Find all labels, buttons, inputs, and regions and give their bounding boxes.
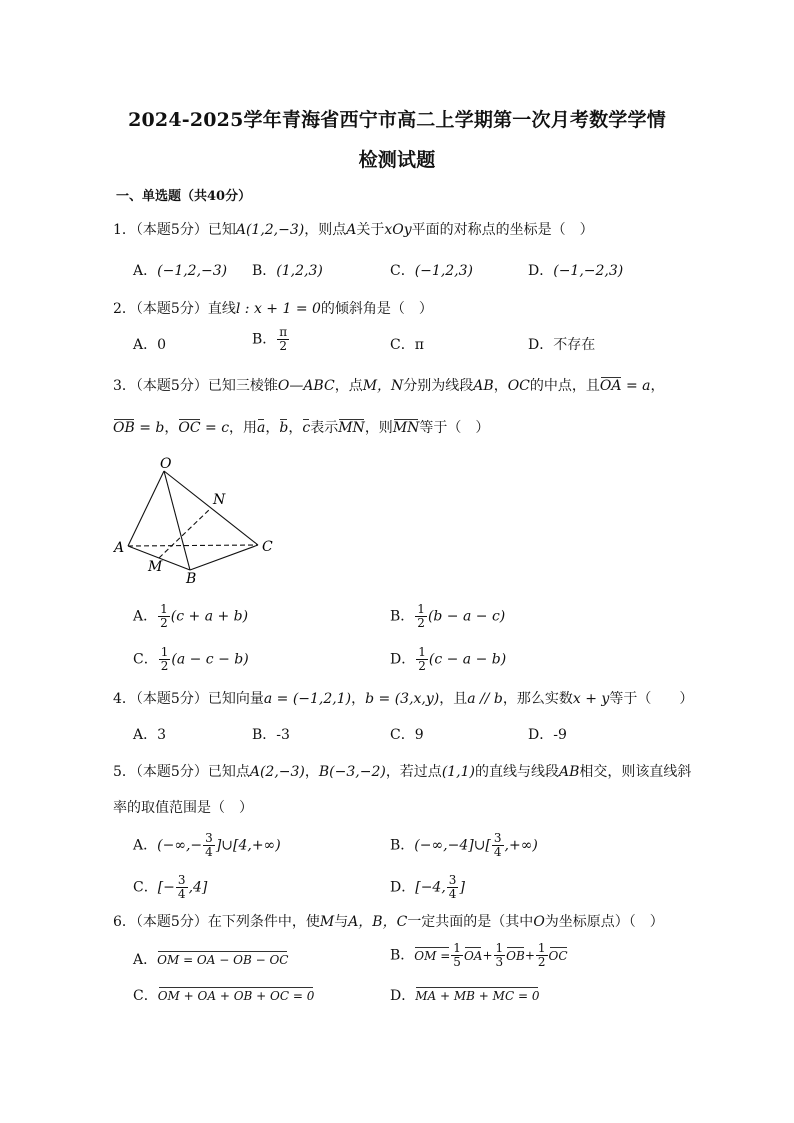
vector-oc: OC: [178, 420, 201, 436]
option-letter: D．: [390, 988, 416, 1004]
q3-text: ，点: [334, 378, 363, 394]
label-o: O: [160, 456, 172, 472]
option-letter: A．: [133, 952, 158, 968]
question-meta: （本题5分）: [135, 222, 208, 238]
fraction-numerator: 3: [205, 831, 213, 845]
q1-text: 平面的对称点的坐标是（ ）: [411, 222, 594, 238]
fraction-numerator: 3: [177, 873, 186, 887]
fraction: [277, 326, 289, 353]
interval-post: ,+∞): [504, 837, 538, 854]
fraction: [451, 942, 463, 969]
question-1: [113, 220, 594, 240]
question-number: 6．: [113, 914, 136, 930]
exam-title-line2: 检测试题: [358, 149, 436, 171]
option-letter: B．: [390, 947, 415, 964]
edge-oa: [128, 471, 164, 546]
option-value: -9: [553, 727, 567, 743]
fraction: [536, 942, 548, 969]
interval-pre: [−: [157, 879, 175, 896]
option-letter: C．: [133, 879, 158, 896]
option-letter: D．: [528, 263, 554, 279]
option-letter: B．: [252, 263, 277, 279]
interval-post: ,4]: [188, 879, 208, 896]
line-equation: l : x + 1 = 0: [235, 301, 321, 317]
q6-text: 为坐标原点）（ ）: [544, 914, 664, 930]
vector-b-def: b = (3,x,y): [365, 691, 440, 707]
interval-pre: [−4,: [415, 879, 446, 896]
option-expression: (b − a − c): [427, 608, 506, 625]
option-value: (−1,2,3): [414, 263, 473, 279]
option-letter: D．: [528, 727, 554, 743]
pyramid-figure: [112, 455, 282, 585]
q5-text: ，: [304, 764, 319, 780]
question-number: 3．: [113, 378, 136, 394]
fraction-denominator: 4: [493, 845, 502, 859]
option-value: (1,2,3): [276, 263, 323, 279]
option-expression: MA + MB + MC = 0: [415, 986, 539, 1006]
fraction-numerator: π: [279, 325, 288, 339]
q2-option-a[interactable]: [133, 335, 166, 355]
option-letter: A．: [133, 608, 158, 625]
option-letter: C．: [390, 337, 415, 353]
question-meta: （本题5分）: [135, 301, 208, 317]
q1-option-d[interactable]: [528, 261, 623, 281]
fraction-denominator: 2: [279, 339, 288, 353]
vector-term: OC: [549, 946, 568, 966]
label-n: N: [213, 492, 226, 508]
q3-option-d[interactable]: [390, 646, 506, 673]
q2-option-b[interactable]: [252, 326, 290, 353]
q1-text: 已知: [207, 222, 236, 238]
q4-text: 已知向量: [207, 691, 264, 707]
point-label: A: [346, 222, 357, 238]
fraction-denominator: 4: [205, 845, 213, 859]
option-expression: (a − c − b): [171, 651, 249, 668]
q4-option-b[interactable]: [252, 725, 290, 745]
q5-text: ，若过点: [385, 764, 442, 780]
q5-option-c[interactable]: [133, 874, 207, 901]
question-number: 4．: [113, 691, 136, 707]
option-value: 不存在: [553, 337, 596, 353]
fraction-denominator: 2: [418, 659, 426, 673]
vector-c: c: [302, 420, 311, 436]
q4-option-a[interactable]: [133, 725, 166, 745]
vector-mn: MN: [338, 420, 365, 436]
label-m: M: [148, 559, 163, 575]
vector-oa: OA: [599, 378, 622, 394]
option-value: 9: [414, 727, 424, 743]
q1-text: 关于: [356, 222, 385, 238]
fraction: [158, 603, 170, 630]
segment-label: AB: [473, 378, 494, 394]
option-letter: B．: [390, 837, 415, 854]
option-letter: B．: [390, 608, 415, 625]
vector-term: OA: [464, 946, 483, 966]
exam-title-line1: 2024-2025学年青海省西宁市高二上学期第一次月考数学学情: [128, 109, 666, 131]
point-p: (1,1): [441, 764, 476, 780]
option-letter: D．: [390, 651, 416, 668]
q3-text: ，用: [229, 420, 258, 436]
point-m: M: [319, 914, 335, 930]
q1-option-c[interactable]: [390, 261, 473, 281]
q3-text: ，: [164, 420, 179, 436]
option-letter: A．: [133, 837, 158, 854]
option-value: 3: [157, 727, 167, 743]
fraction-numerator: 3: [448, 873, 457, 887]
option-value: π: [414, 337, 424, 353]
segment-label: AB: [559, 764, 580, 780]
option-value: (−1,2,−3): [157, 263, 228, 279]
question-number: 2．: [113, 301, 136, 317]
vector-a-def: a = (−1,2,1): [263, 691, 352, 707]
fraction: [415, 603, 427, 630]
q4-text: 等于（ ）: [609, 691, 694, 707]
option-letter: C．: [390, 263, 415, 279]
point-a: A(2,−3): [249, 764, 305, 780]
fraction-numerator: 1: [537, 941, 546, 955]
fraction-numerator: 3: [493, 831, 502, 845]
point-o: O: [533, 914, 545, 930]
option-letter: C．: [390, 727, 415, 743]
q3-option-b[interactable]: [390, 603, 505, 630]
q6-text: 在下列条件中，使: [207, 914, 320, 930]
points-label: M，N: [362, 378, 404, 394]
label-c: C: [262, 539, 273, 555]
q3-text: 的中点，且: [529, 378, 600, 394]
q4-text: ，且: [439, 691, 468, 707]
q4-text: ，那么实数: [502, 691, 573, 707]
q2-text: 直线: [207, 301, 236, 317]
vector-eq: = a: [621, 378, 651, 394]
q6-text: 一定共面的是（其中: [407, 914, 534, 930]
option-letter: B．: [252, 727, 277, 743]
points-abc: A，B，C: [348, 914, 408, 930]
fraction: [159, 646, 171, 673]
fraction-numerator: 1: [417, 602, 425, 616]
fraction: [416, 646, 428, 673]
fraction-numerator: 1: [160, 602, 168, 616]
q5-option-d[interactable]: [390, 874, 465, 901]
parallel-condition: a // b: [467, 691, 503, 707]
edge-ac-hidden: [128, 545, 258, 546]
question-meta: （本题5分）: [135, 914, 208, 930]
q5-text: 已知点: [207, 764, 250, 780]
edge-bc: [190, 545, 258, 570]
vector-eq: = b: [134, 420, 165, 436]
option-value: 0: [157, 337, 167, 353]
q5-option-b[interactable]: [390, 832, 538, 859]
question-5-line1: [113, 762, 691, 782]
vector-a: a: [257, 420, 266, 436]
vector-eq: = c: [200, 420, 230, 436]
question-5-line2: 率的取值范围是（ ）: [113, 800, 253, 816]
question-2: [113, 299, 433, 319]
q3-text: 已知三棱锥: [207, 378, 278, 394]
fraction-denominator: 2: [537, 955, 546, 969]
q3-text: 等于（ ）: [419, 420, 490, 436]
q5-text: 的直线与线段: [475, 764, 560, 780]
option-letter: A．: [133, 727, 158, 743]
fraction-denominator: 2: [160, 616, 168, 630]
fraction: [176, 874, 188, 901]
fraction: [203, 832, 215, 859]
option-expression: OM = OA − OB − OC: [157, 950, 288, 970]
q2-option-c[interactable]: [390, 335, 424, 355]
point-b: B(−3,−2): [318, 764, 386, 780]
fraction-denominator: 2: [160, 659, 169, 673]
pyramid-label: O—ABC: [277, 378, 335, 394]
q5-option-a[interactable]: [133, 832, 281, 859]
fraction-numerator: 1: [453, 941, 461, 955]
segment-label: OC: [507, 378, 530, 394]
option-letter: A．: [133, 263, 158, 279]
vector-b: b: [279, 420, 289, 436]
option-letter: C．: [133, 651, 158, 668]
option-letter: D．: [528, 337, 554, 353]
option-letter: C．: [133, 988, 158, 1004]
q3-option-a[interactable]: [133, 603, 248, 630]
question-number: 1．: [113, 222, 136, 238]
q4-text: ，: [351, 691, 366, 707]
q6-option-a[interactable]: [133, 950, 288, 970]
q6-text: 与: [334, 914, 349, 930]
fraction-denominator: 4: [448, 887, 457, 901]
q6-option-d[interactable]: [390, 986, 539, 1006]
q2-text: 的倾斜角是（ ）: [320, 301, 433, 317]
fraction-denominator: 4: [177, 887, 186, 901]
q2-option-d[interactable]: [528, 335, 595, 355]
interval-post: ]∪[4,+∞): [215, 837, 281, 854]
question-meta: （本题5分）: [135, 378, 208, 394]
option-value: (−1,−2,3): [553, 263, 624, 279]
question-3-line1: 3．（本题5分）已知三棱锥O—ABC，点M，N分别为线段AB，OC的中点，且OA = a，: [113, 378, 665, 394]
question-3-line2: OB = b，OC = c，用a，b，c表示MN，则MN等于（ ）: [113, 420, 490, 436]
question-6: [113, 912, 664, 932]
fraction-numerator: 1: [418, 645, 426, 659]
section-heading: 一、单选题（共40分）: [116, 189, 252, 204]
option-letter: B．: [252, 331, 277, 348]
label-a: A: [114, 540, 125, 556]
fraction: [447, 874, 459, 901]
option-lhs: OM =: [414, 946, 450, 966]
option-letter: A．: [133, 337, 158, 353]
fraction: [492, 832, 504, 859]
option-letter: D．: [390, 879, 416, 896]
q3-option-c[interactable]: [133, 646, 249, 673]
vector-ob: OB: [113, 420, 135, 436]
option-expression: OM + OA + OB + OC = 0: [158, 986, 315, 1006]
fraction: [494, 942, 506, 969]
q6-option-c[interactable]: [133, 986, 314, 1006]
q1-text: ，则点: [304, 222, 347, 238]
question-4: [113, 689, 693, 709]
edge-oc: [164, 471, 258, 545]
option-value: -3: [276, 727, 290, 743]
option-expression: (c + a + b): [170, 608, 249, 625]
fraction-numerator: 1: [495, 941, 504, 955]
label-b: B: [186, 571, 197, 585]
q3-text: 分别为线段: [403, 378, 474, 394]
sum-expression: x + y: [572, 691, 610, 707]
question-meta: （本题5分）: [135, 764, 208, 780]
fraction-denominator: 3: [495, 955, 504, 969]
option-expression: (c − a − b): [428, 651, 507, 668]
edge-ob: [164, 471, 190, 570]
q4-option-c[interactable]: [390, 725, 424, 745]
q5-text: 相交，则该直线斜: [579, 764, 692, 780]
fraction-denominator: 5: [453, 955, 461, 969]
q1-option-b[interactable]: [252, 261, 323, 281]
point-a: A(1,2,−3): [235, 222, 305, 238]
q3-text: ，: [493, 378, 508, 394]
fraction-numerator: 1: [160, 645, 169, 659]
interval-post: ]: [459, 879, 465, 896]
q6-option-b[interactable]: B．OM = $\frac{1}{5}$ OA+ $\frac{1}{3}$ OB+ $\frac{1}{2}$ OC: [390, 941, 568, 969]
interval-pre: (−∞,−: [157, 837, 203, 854]
interval-pre: (−∞,−4]∪[: [414, 837, 491, 854]
q4-option-d[interactable]: [528, 725, 567, 745]
vector-term: OB: [506, 946, 525, 966]
question-number: 5．: [113, 764, 136, 780]
q3-text: 表示: [310, 420, 339, 436]
plane-label: xOy: [384, 222, 412, 238]
fraction-denominator: 2: [417, 616, 425, 630]
vector-mn: MN: [392, 420, 420, 436]
question-meta: （本题5分）: [135, 691, 208, 707]
q1-option-a[interactable]: [133, 261, 227, 281]
q3-text: ，则: [364, 420, 393, 436]
